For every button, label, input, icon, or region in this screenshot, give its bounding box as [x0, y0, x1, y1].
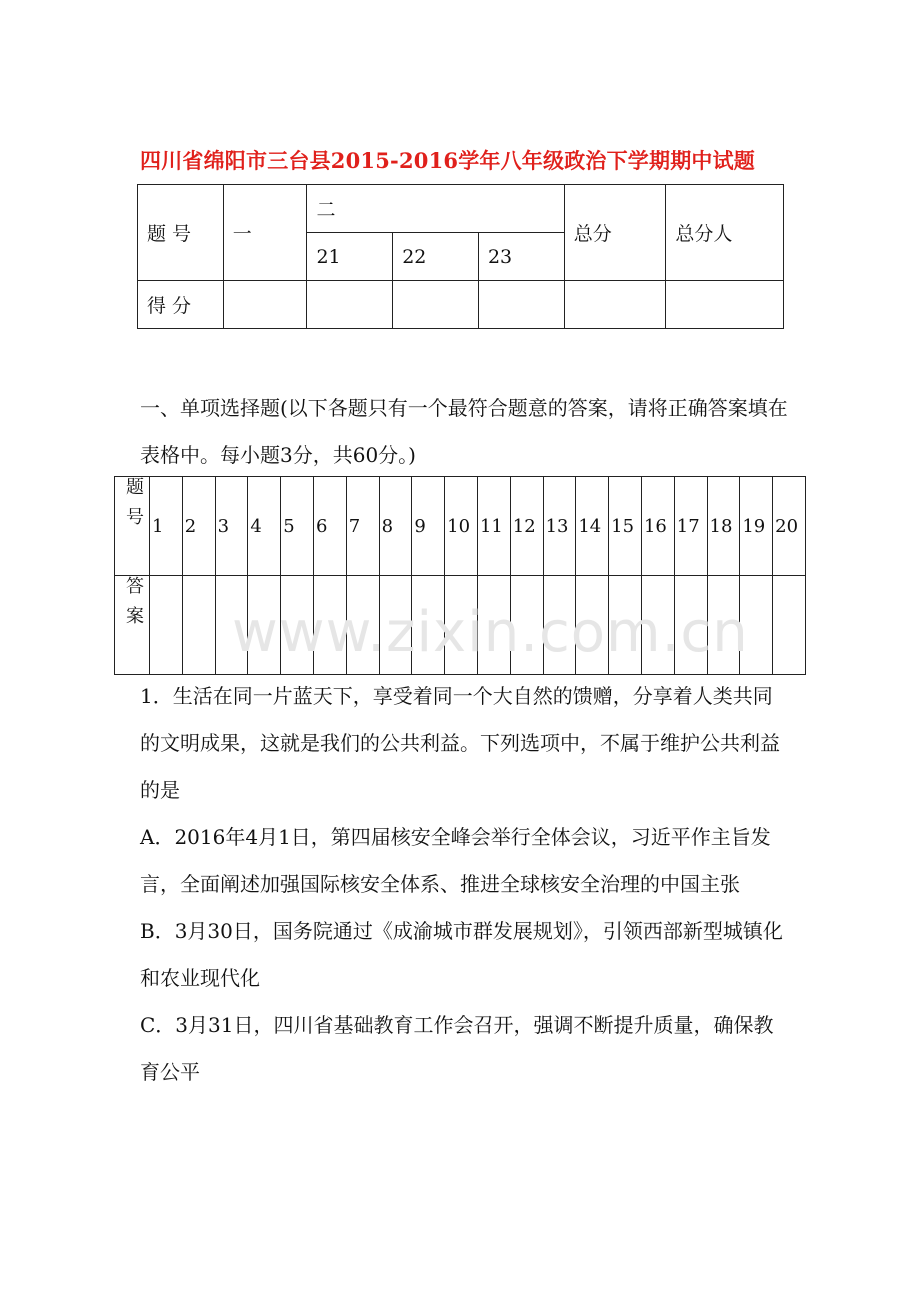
answer-number-10: 10: [445, 477, 478, 576]
answer-number-9: 9: [412, 477, 445, 576]
section-heading: 一、单项选择题(以下各题只有一个最符合题意的答案，请将正确答案填在表格中。每小题3分，共60分。): [140, 396, 788, 467]
answer-cell-2[interactable]: [182, 576, 215, 675]
score-cell-21[interactable]: [307, 281, 393, 329]
answer-cell-20[interactable]: [773, 576, 806, 675]
score-cell-part1[interactable]: [223, 281, 307, 329]
score-table-sub-23: 23: [478, 233, 564, 281]
answer-number-12: 12: [510, 477, 543, 576]
answer-cell-1[interactable]: [150, 576, 183, 675]
score-cell-scorer[interactable]: [666, 281, 784, 329]
score-table: [137, 184, 784, 329]
score-table-sub-21: 21: [307, 233, 393, 281]
answer-number-6: 6: [313, 477, 346, 576]
answer-number-4: 4: [248, 477, 281, 576]
answer-number-7: 7: [346, 477, 379, 576]
score-table-total: 总分: [564, 185, 666, 281]
answer-number-3: 3: [215, 477, 248, 576]
answer-number-19: 19: [740, 477, 773, 576]
answer-number-18: 18: [707, 477, 740, 576]
score-table-label-number: 题 号: [138, 185, 224, 281]
exam-title: 四川省绵阳市三台县2015-2016学年八年级政治下学期期中试题: [140, 148, 756, 173]
answer-number-11: 11: [477, 477, 510, 576]
answer-number-16: 16: [641, 477, 674, 576]
answer-header-row: [115, 477, 806, 576]
score-cell-total[interactable]: [564, 281, 666, 329]
score-table-part1: 一: [223, 185, 307, 281]
answer-number-14: 14: [576, 477, 609, 576]
score-cell-23[interactable]: [478, 281, 564, 329]
answer-number-13: 13: [543, 477, 576, 576]
answer-number-17: 17: [674, 477, 707, 576]
score-table-part2: 二: [307, 185, 564, 233]
question-1-stem: 1．生活在同一片蓝天下，享受着同一个大自然的馈赠，分享着人类共同的文明成果，这就是我们的公共利益。下列选项中，不属于维护公共利益的是: [140, 684, 780, 802]
question-1: [140, 673, 790, 1096]
score-table-scorer: 总分人: [666, 185, 784, 281]
answer-number-1: 1: [150, 477, 183, 576]
answer-number-2: 2: [182, 477, 215, 576]
answer-number-20: 20: [773, 477, 806, 576]
score-cell-22[interactable]: [393, 281, 479, 329]
question-1-option-a: A．2016年4月1日，第四届核安全峰会举行全体会议，习近平作主旨发言，全面阐述加强国际核安全体系、推进全球核安全治理的中国主张: [140, 825, 771, 896]
answer-table-answer-label: 答案: [115, 576, 150, 675]
answer-number-5: 5: [281, 477, 314, 576]
answer-number-8: 8: [379, 477, 412, 576]
answer-table-header-label: 题号: [115, 477, 150, 576]
watermark: www.zixin.com.cn: [232, 600, 749, 665]
score-table-sub-22: 22: [393, 233, 479, 281]
score-table-label-score: 得 分: [138, 281, 224, 329]
answer-number-15: 15: [609, 477, 642, 576]
question-1-option-c: C．3月31日，四川省基础教育工作会召开，强调不断提升质量，确保教育公平: [140, 1013, 774, 1084]
question-1-option-b: B．3月30日，国务院通过《成渝城市群发展规划》，引领西部新型城镇化和农业现代化: [140, 919, 783, 990]
